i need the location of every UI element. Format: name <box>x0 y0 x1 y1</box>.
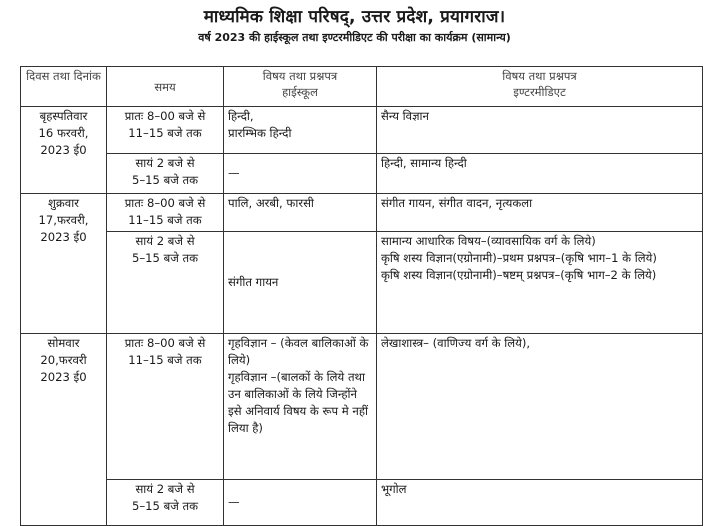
table-row <box>21 107 703 154</box>
highschool-subject-cell: पालि, अरबी, फारसी <box>224 194 377 232</box>
header-time: समय <box>107 67 224 107</box>
intermediate-subject-cell: लेखाशास्त्र– (वाणिज्य वर्ग के लिये), <box>377 334 703 480</box>
day-cell: बृहस्पतिवार 16 फरवरी, 2023 ई0 <box>21 107 107 194</box>
time-cell: सायं 2 बजे से 5–15 बजे तक <box>107 232 224 334</box>
time-cell: प्रातः 8–00 बजे से 11–15 बजे तक <box>107 107 224 154</box>
highschool-subject-cell: संगीत गायन <box>224 232 377 334</box>
table-row <box>21 334 703 480</box>
intermediate-subject-cell: हिन्दी, सामान्य हिन्दी <box>377 154 703 194</box>
exam-schedule-table <box>20 66 703 526</box>
time-cell: सायं 2 बजे से 5–15 बजे तक <box>107 480 224 526</box>
intermediate-subject-cell: संगीत गायन, संगीत वादन, नृत्यकला <box>377 194 703 232</box>
highschool-subject-cell: गृहविज्ञान – (केवल बालिकाओं के लिये) गृहविज्ञान –(बालकों के लिये तथा उन बालिकाओं के लिये जिन्होंने इसे अनिवार्य विषय के रूप मे नहीं लिया है) <box>224 334 377 480</box>
day-cell: सोमवार 20,फरवरी 2023 ई0 <box>21 334 107 526</box>
table-row <box>21 480 703 526</box>
intermediate-subject-cell: सैन्य विज्ञान <box>377 107 703 154</box>
table-row <box>21 232 703 334</box>
header-intermediate: विषय तथा प्रश्नपत्र इण्टरमीडिएट <box>377 67 703 107</box>
day-cell: शुक्रवार 17,फरवरी, 2023 ई0 <box>21 194 107 334</box>
time-cell: प्रातः 8–00 बजे से 11–15 बजे तक <box>107 334 224 480</box>
time-cell: प्रातः 8–00 बजे से 11–15 बजे तक <box>107 194 224 232</box>
header-day-date: दिवस तथा दिनांक <box>21 67 107 107</box>
header-row <box>21 67 703 107</box>
highschool-subject-cell: — <box>224 154 377 194</box>
table-row <box>21 194 703 232</box>
table-row <box>21 154 703 194</box>
highschool-subject-cell: हिन्दी, प्रारम्भिक हिन्दी <box>224 107 377 154</box>
highschool-subject-cell: — <box>224 480 377 526</box>
intermediate-subject-cell: सामान्य आधारिक विषय–(व्यावसायिक वर्ग के लिये) कृषि शस्य विज्ञान(एग्रोनामी)–प्रथम प्रश्नपत्र–(कृषि भाग–1 के लिये) कृषि शस्य विज्ञान(एग्रोनामी)–षष्टम् प्रश्नपत्र–(कृषि भाग–2 के लिये) <box>377 232 703 334</box>
time-cell: सायं 2 बजे से 5–15 बजे तक <box>107 154 224 194</box>
page-title: माध्यमिक शिक्षा परिषद्, उत्तर प्रदेश, प्रयागराज। <box>203 7 506 27</box>
page-subtitle: वर्ष 2023 की हाईस्कूल तथा इण्टरमीडिएट की परीक्षा का कार्यक्रम (सामान्य) <box>198 31 511 44</box>
header-highschool: विषय तथा प्रश्नपत्र हाईस्कूल <box>224 67 377 107</box>
intermediate-subject-cell: भूगोल <box>377 480 703 526</box>
